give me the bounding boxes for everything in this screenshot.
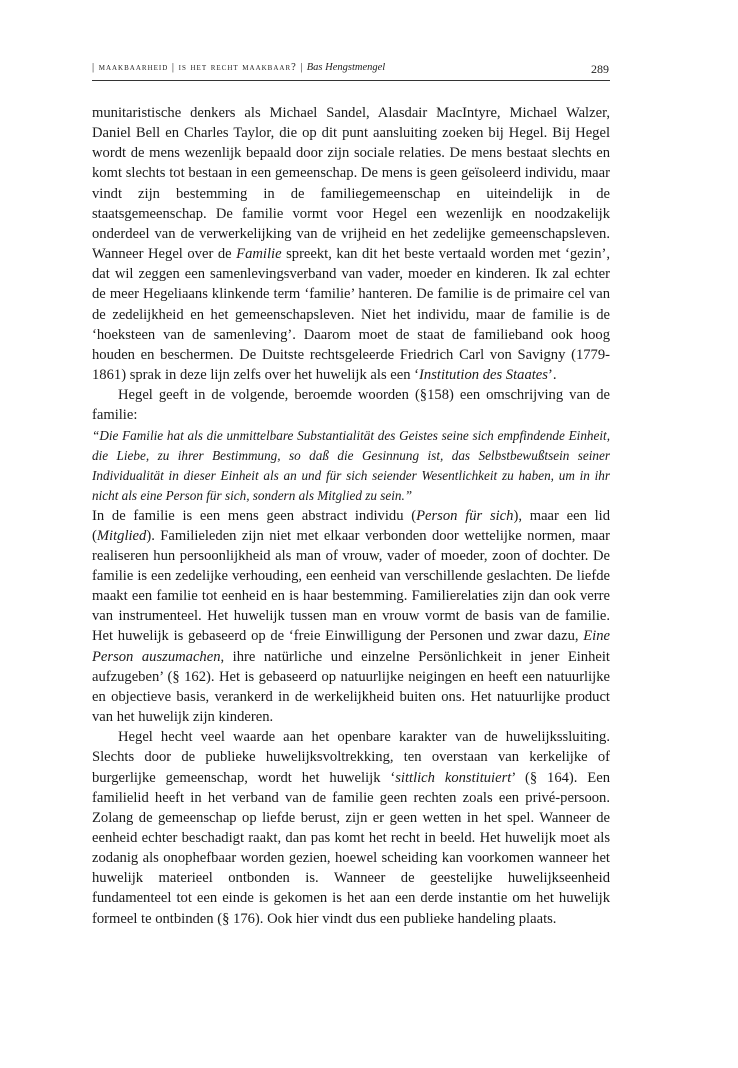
running-head-author: Bas Hengstmengel	[306, 62, 386, 73]
paragraph-4-text-b: ’ (§ 164). Een familielid heeft in het verband van de familie geen rechten zoals een privé-persoon. Zolang de gemeenschap op liefde berust, zijn er geen wetten in het spel. Wanneer de eenheid echter beschadigt raakt, dan pas komt het recht in beeld. Het huwelijk moet als zodanig als onophefbaar worden gezien, hoewel scheiding kan voorkomen wanneer het huwelijk materieel ontbonden is. Wanneer de geestelijke huwelijkseenheid fundamenteel tot een einde is gekomen is het aan een derde instantie om het huwelijk formeel te ontbinden (§ 176). Ook hier vindt dus een publieke handeling plaats.	[92, 769, 610, 927]
body-text	[92, 103, 610, 929]
term-eine-person: Eine Person auszumachen	[92, 628, 610, 665]
term-familie: Familie	[236, 246, 282, 263]
term-mitglied: Mitglied	[96, 527, 147, 544]
paragraph-3-text-b: ), maar een lid (	[92, 507, 611, 544]
paragraph-4	[92, 727, 610, 929]
paragraph-4-text-a: Hegel hecht veel waarde aan het openbare karakter van de huwelijkssluiting. Slechts door de publieke huwelijksvoltrekking, ten overstaan van kerkelijke of burgerlijke gemeenschap, wordt het huwelijk ‘	[92, 729, 610, 786]
paragraph-3-text-d: , ihre natürliche und einzelne Persönlichkeit in jener Einheit aufzugeben’ (§ 162). Het is gebaseerd op natuurlijke neigingen en heeft een natuurlijke en objectieve basis, verankerd in de werkelijkheid buiten ons. Het natuurlijke product van het huwelijk zijn kinderen.	[92, 648, 610, 726]
running-head	[92, 62, 609, 76]
block-quote: “Die Familie hat als die unmittelbare Substantialität des Geistes seine sich empfindende Einheit, die Liebe, zu ihrer Bestimmung, so daß die Gesinnung ist, das Selbstbewußtsein seiner Individualität in dieser Einheit als an und für sich seiender Wesentlichkeit zu haben, um in ihr nicht als eine Person für sich, sondern als Mitglied zu sein.”	[92, 427, 610, 503]
paragraph-2: Hegel geeft in de volgende, beroemde woorden (§158) een omschrijving van de familie:	[92, 387, 610, 424]
term-person-fur-sich: Person für sich	[416, 507, 514, 524]
page-number: 289	[591, 62, 609, 76]
paragraph-1-text-c: ’.	[547, 367, 557, 384]
paragraph-3	[92, 506, 610, 728]
paragraph-1	[92, 103, 610, 385]
term-sittlich-konstituiert: sittlich konstituiert	[395, 769, 512, 786]
paragraph-3-text-c: ). Familieleden zijn niet met elkaar verbonden door wettelijke normen, maar realiseren hun persoonlijkheid als man of vrouw, vader of moeder, zoon of dochter. De familie is een zedelijke verhouding, een eenheid van verschillende geslachten. De liefde maakt een familie tot eenheid en is haar bestemming. Familierelaties zijn dan ook verre van instrumenteel. Het huwelijk tussen man en vrouw vormt de basis van de familie. Het huwelijk is gebaseerd op de ‘freie Einwilligung der Personen und zwar dazu,	[92, 527, 610, 645]
paragraph-3-text-a: In de familie is een mens geen abstract individu (	[92, 507, 417, 524]
paragraph-1-text-b: spreekt, kan dit het beste vertaald worden met ‘gezin’, dat wil zeggen een samenlevingsverband van vader, moeder en kinderen. Ik zal echter de meer Hegeliaans klinkende term ‘familie’ hanteren. De familie is de primaire cel van de zedelijkheid en het gemeenschapsleven. Niet het individu, maar de familie is de ‘hoeksteen van de samenleving’. Daarom moet de staat de familieband ook hoog houden en beschermen. De Duitste rechtsgeleerde Friedrich Carl von Savigny (1779-1861) sprak in deze lijn zelfs over het huwelijk als een ‘	[92, 246, 610, 384]
header-rule	[92, 80, 610, 81]
paragraph-1-text-a: munitaristische denkers als Michael Sandel, Alasdair MacIntyre, Michael Walzer, Daniel Bell en Charles Taylor, die op dit punt aansluiting zoeken bij Hegel. Bij Hegel wordt de mens wezenlijk bepaald door zijn sociale relaties. De mens bestaat slechts en komt slechts tot bestaan in een gemeenschap. De mens is geen geïsoleerd individu, maar vindt zijn bestemming in de familiegemeenschap en uiteindelijk in de staatsgemeenschap. De familie vormt voor Hegel een wezenlijk en noodzakelijk onderdeel van de verwerkelijking van de vrijheid en het zedelijke gemeenschapsleven. Wanneer Hegel over de	[92, 105, 610, 263]
running-head-section: | maakbaarheid | is het recht maakbaar? |	[92, 62, 304, 73]
term-institution-des-staates: Institution des Staates	[419, 367, 548, 384]
